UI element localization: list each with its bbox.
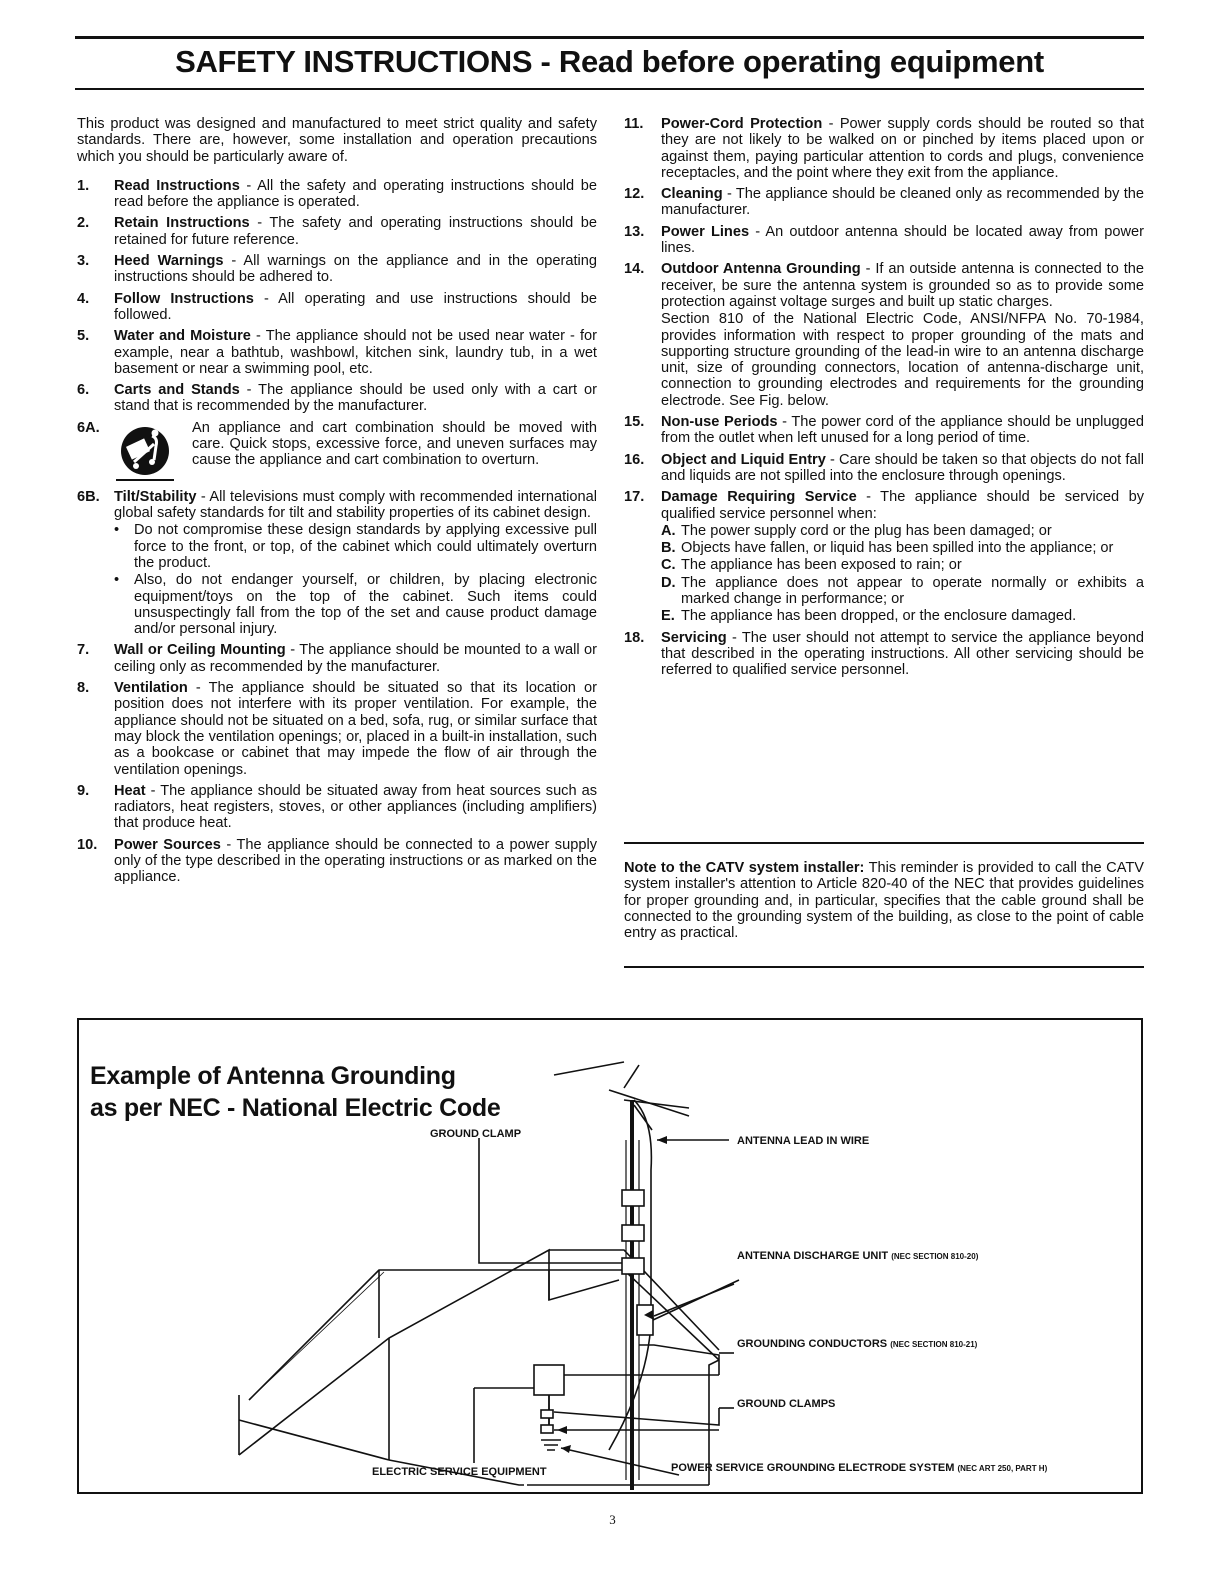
instruction-item-17: 17. Damage Requiring Service - The appliance should be serviced by qualified service personnel when: A. The power supply cord or the plug has been damaged; or B. Objects have fallen, or liquid has been spilled into the appliance; or C. The appliance has been exposed to rain; or D. The appliance does not appear to operate normally or exhibits a marked change in performance; or E. The appliance has been dropped, or the enclosure damaged.: [624, 489, 1144, 625]
intro-paragraph: This product was designed and manufactured to meet strict quality and safety standards. There are, however, some installation and operation precautions which you should be particularly aware of.: [77, 116, 597, 165]
note-heading: Note to the CATV system installer:: [624, 860, 865, 876]
instruction-item: 12. Cleaning - The appliance should be cleaned only as recommended by the manufacturer.: [624, 186, 1144, 219]
item-heading: Power Sources: [114, 836, 221, 853]
instruction-item-18: 18. Servicing - The user should not attempt to service the appliance beyond that described in the operating instructions. All other servicing should be referred to qualified service personnel.: [624, 629, 1144, 679]
bullet-item: • Also, do not endanger yourself, or children, by placing electronic equipment/toys on the top of the cabinet. Such items could unsuspectingly fall from the top of the set and cause product damage and/or personal injury.: [114, 572, 597, 638]
left-items-2: [77, 642, 597, 885]
sub-item: A. The power supply cord or the plug has been damaged; or: [661, 522, 1052, 539]
item-heading: Follow Instructions: [114, 290, 254, 307]
label-antenna-discharge-unit: ANTENNA DISCHARGE UNIT (NEC SECTION 810-20): [737, 1250, 979, 1262]
item-text: - The power cord of the appliance should be unplugged from the outlet when left unused for a long period of time.: [661, 414, 1144, 447]
item-heading: Carts and Stands: [114, 382, 240, 399]
item-heading: Ventilation: [114, 680, 188, 697]
instruction-item-14: 14. Outdoor Antenna Grounding - If an outside antenna is connected to the receiver, be sure the antenna system is grounded so as to provide some protection against voltage surges and built up static charges. Section 810 of the National Electric Code, ANSI/NFPA No. 70-1984, provides information with respect to proper grounding of the mats and supporting structure grounding of the lead-in wire to an antenna discharge unit, size of grounding connectors, location of antenna-discharge unit, connection to grounding electrodes and requirements for the grounding electrode. See Fig. below.: [624, 261, 1144, 409]
catv-note: [624, 860, 1144, 941]
item-heading: Non-use Periods: [661, 414, 778, 431]
instruction-item-6a: 6A. An appliance and cart combination should be moved with care. Quick stops, excessive force, and uneven surfaces may cause the appliance and cart combination to overturn.: [77, 420, 597, 484]
top-rule: [75, 36, 1144, 39]
cart-tip-over-warning-icon: [114, 422, 176, 484]
item-text: - The safety and operating instructions should be retained for future reference.: [114, 215, 597, 248]
sub-item: E. The appliance has been dropped, or the enclosure damaged.: [661, 608, 1077, 625]
item-heading: Wall or Ceiling Mounting: [114, 642, 286, 659]
instruction-item: 3. Heed Warnings - All warnings on the appliance and in the operating instructions should be adhered to.: [77, 253, 597, 286]
item-text: An appliance and cart combination should be moved with care. Quick stops, excessive force, and uneven surfaces may cause the appliance and cart combination to overturn.: [192, 419, 597, 469]
page-title: SAFETY INSTRUCTIONS - Read before operating equipment: [175, 44, 1044, 79]
item-heading: Power Lines: [661, 223, 750, 240]
item-heading: Object and Liquid Entry: [661, 451, 826, 468]
bullet-item: • Do not compromise these design standards by applying excessive pull force to the front, or top, of the cabinet which could ultimately overturn the product.: [114, 522, 597, 571]
instruction-item: 15. Non-use Periods - The power cord of the appliance should be unplugged from the outlet when left unused for a long period of time.: [624, 414, 1144, 447]
instruction-item-6b: 6B. Tilt/Stability - All televisions must comply with recommended international global safety standards for tilt and stability properties of its cabinet design. • Do not compromise these design standards by applying excessive pull force to the front, or top, of the cabinet which could ultimately overturn the product. • Also, do not endanger yourself, or children, by placing electronic equipment/toys on the top of the cabinet. Such items could unsuspectingly fall from the top of the set and cause product damage and/or personal injury.: [77, 488, 597, 638]
label-electric-service-equipment: ELECTRIC SERVICE EQUIPMENT: [372, 1466, 547, 1478]
note-bottom-rule: [624, 966, 1144, 968]
item-paragraph: Section 810 of the National Electric Code, ANSI/NFPA No. 70-1984, provides information with respect to proper grounding of the mats and supporting structure grounding of the lead-in wire to an antenna discharge unit, size of grounding connectors, location of antenna-discharge unit, connection to grounding electrodes and requirements for the grounding electrode. See Fig. below.: [661, 311, 1144, 409]
item-text: - The appliance should be situated away from heat sources such as radiators, heat registers, stoves, or other appliances (including amplifiers) that produce heat.: [114, 782, 597, 832]
instruction-item: 4. Follow Instructions - All operating and use instructions should be followed.: [77, 290, 597, 323]
item-text: - If an outside antenna is connected to the receiver, be sure the antenna system is grounded so as to provide some protection against voltage surges and built up static charges.: [661, 261, 1144, 310]
instruction-item: 7. Wall or Ceiling Mounting - The appliance should be mounted to a wall or ceiling only as recommended by the manufacturer.: [77, 642, 597, 675]
item-text: - All warnings on the appliance and in the operating instructions should be adhered to.: [114, 253, 597, 286]
item-text: - The user should not attempt to service the appliance beyond that described in the operating instructions. All other servicing should be referred to qualified service personnel.: [661, 629, 1144, 679]
item-text: - All the safety and operating instructions should be read before the appliance is operated.: [114, 177, 597, 211]
instruction-item: 10. Power Sources - The appliance should be connected to a power supply only of the type described in the operating instructions or as marked on the appliance.: [77, 836, 597, 886]
item-heading: Retain Instructions: [114, 215, 250, 232]
item-heading: Servicing: [661, 629, 727, 646]
item-text: - All operating and use instructions should be followed.: [114, 290, 597, 323]
sub-item: D. The appliance does not appear to operate normally or exhibits a marked change in performance; or: [661, 574, 1144, 608]
instruction-item: 9. Heat - The appliance should be situated away from heat sources such as radiators, heat registers, stoves, or other appliances (including amplifiers) that produce heat.: [77, 782, 597, 832]
figure-title: Example of Antenna Grounding as per NEC - National Electric Code: [90, 1062, 501, 1122]
instruction-item: 2. Retain Instructions - The safety and operating instructions should be retained for future reference.: [77, 215, 597, 248]
item-text: - Care should be taken so that objects do not fall and liquids are not spilled into the enclosure through openings.: [661, 451, 1145, 484]
antenna-grounding-diagram: [79, 1020, 1141, 1492]
item-heading: Outdoor Antenna Grounding: [661, 261, 861, 278]
note-top-rule: [624, 842, 1144, 844]
instruction-item: 1. Read Instructions - All the safety and operating instructions should be read before the appliance is operated.: [77, 177, 597, 211]
item-text: - The appliance should be serviced by qualified service personnel when:: [661, 489, 1144, 522]
label-power-service-grounding: POWER SERVICE GROUNDING ELECTRODE SYSTEM (NEC ART 250, PART H): [671, 1462, 1048, 1474]
instruction-item: 5. Water and Moisture - The appliance should not be used near water - for example, near a bathtub, washbowl, kitchen sink, laundry tub, in a wet basement or near a swimming pool, etc.: [77, 328, 598, 377]
item-heading: Water and Moisture: [114, 328, 251, 345]
sub-item: C. The appliance has been exposed to rain; or: [661, 557, 962, 574]
instruction-item: 8. Ventilation - The appliance should be situated so that its location or position does not interfere with its proper ventilation. For example, the appliance should not be situated on a bed, sofa, rug, or similar surface that may block the ventilation openings; or, placed in a built-in installation, such as a bookcase or cabinet that may impede the flow of air through the ventilation openings.: [77, 680, 597, 778]
instruction-item: 11. Power-Cord Protection - Power supply cords should be routed so that they are not likely to be walked on or pinched by items placed upon or against them, paying particular attention to cords and plugs, convenience receptacles, and the point where they exit from the appliance.: [624, 116, 1144, 181]
item-text: - Power supply cords should be routed so that they are not likely to be walked on or pinched by items placed upon or against them, paying particular attention to cords and plugs, convenience receptacles, and the point where they exit from the appliance.: [661, 116, 1144, 181]
item-text: - All televisions must comply with recommended international global safety standards for tilt and stability properties of its cabinet design.: [114, 488, 597, 522]
item-text: - The appliance should be used only with a cart or stand that is recommended by the manufacturer.: [114, 382, 597, 415]
instruction-item: 6. Carts and Stands - The appliance should be used only with a cart or stand that is recommended by the manufacturer.: [77, 382, 597, 415]
item-text: - The appliance should be connected to a power supply only of the type described in the operating instructions or as marked on the appliance.: [114, 836, 597, 886]
right-items-2: [624, 414, 1144, 484]
left-items: [77, 178, 597, 415]
item-text: - The appliance should not be used near water - for example, near a bathtub, washbowl, kitchen sink, laundry tub, in a wet basement or near a swimming pool, etc.: [114, 328, 598, 377]
instruction-item: 13. Power Lines - An outdoor antenna should be located away from power lines.: [624, 223, 1144, 257]
item-text: - The appliance should be situated so that its location or position does not interfere with its proper ventilation. For example, the appliance should not be situated on a bed, sofa, rug, or similar surface that may block the ventilation openings; or, placed in a built-in installation, such as a bookcase or cabinet that may impede the flow of air through the ventilation openings.: [114, 680, 597, 778]
page-number: 3: [609, 1512, 616, 1527]
item-text: - An outdoor antenna should be located away from power lines.: [661, 223, 1144, 257]
item-heading: Tilt/Stability: [114, 488, 197, 505]
title-rule: [75, 88, 1144, 90]
item-heading: Cleaning: [661, 186, 723, 203]
item-text: - The appliance should be mounted to a wall or ceiling only as recommended by the manufacturer.: [114, 642, 597, 675]
item-text: - The appliance should be cleaned only as recommended by the manufacturer.: [661, 186, 1144, 219]
label-ground-clamp: GROUND CLAMP: [430, 1128, 522, 1140]
item-heading: Damage Requiring Service: [661, 489, 857, 506]
label-grounding-conductors: GROUNDING CONDUCTORS (NEC SECTION 810-21): [737, 1338, 978, 1350]
item-heading: Heat: [114, 782, 146, 799]
right-items: [624, 116, 1144, 256]
item-heading: Heed Warnings: [114, 253, 224, 270]
label-ground-clamps: GROUND CLAMPS: [737, 1398, 836, 1410]
left-column: [77, 116, 597, 891]
sub-item: B. Objects have fallen, or liquid has been spilled into the appliance; or: [661, 540, 1114, 557]
item-heading: Power-Cord Protection: [661, 116, 823, 132]
right-column: [624, 116, 1144, 684]
item-heading: Read Instructions: [114, 177, 240, 194]
label-antenna-lead-in-wire: ANTENNA LEAD IN WIRE: [737, 1135, 870, 1147]
note-text: This reminder is provided to call the CATV system installer's attention to Article 820-40 of the NEC that provides guidelines for proper grounding and, in particular, specifies that the cable ground shall be connected to the grounding system of the building, as close to the point of cable entry as practical.: [624, 860, 1144, 942]
instruction-item: 16. Object and Liquid Entry - Care should be taken so that objects do not fall and liquids are not spilled into the enclosure through openings.: [624, 451, 1145, 484]
